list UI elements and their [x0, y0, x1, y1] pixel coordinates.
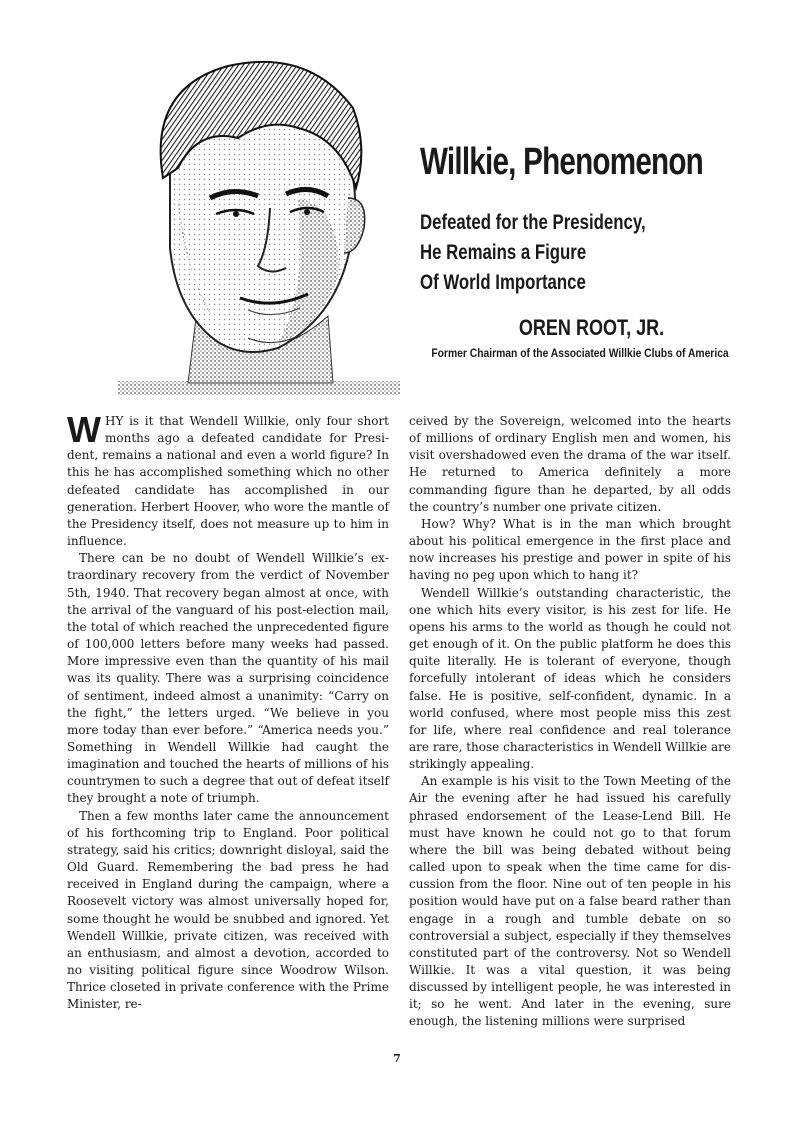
body-paragraph: An example is his visit to the Town Meeting of the Air the evening after he had issued his carefully phrased endorsement of the Lease-Lend Bill. He must have known he could not go to that forum where the bill was being debated without being called upon to speak when the time came for discussion from the floor. Nine out of ten people in his position would have put on a false beard rather than engage in a rough and tumble debate on so controversial a subject, especially if they themselves constituted part of the controversy. Not so Wendell Willkie. It was a vital question, it was being discussed by intelligent people, he was interested in it; so he went. And later in the evening, sure enough, the listening millions were surprised — [409, 774, 731, 1029]
paragraph-text: HY is it that Wendell Willkie, only four short months ago a defeated candidate for President, remains a national and even a world figure? In this he has accomplished something which no other defeated candidate has accomplished in our generation. Herbert Hoover, who wore the mantle of the Presidency itself, does not measure up to him in influence. — [67, 414, 389, 549]
subtitle-line: He Remains a Figure — [420, 241, 587, 264]
body-paragraph: There can be no doubt of Wendell Willkie’s extraordinary recovery from the verdict of November 5th, 1940. That recovery began almost at once, with the arrival of the vanguard of his post-election mail, the total of which reached the unprecedented figure of 100,000 letters before many weeks had passed. More impressive even than the quantity of his mail was its quality. There was a surprising coincidence of sentiment, indeed almost a unanimity: “Carry on the fight,” the letters urged. “We believe in you more today than ever before.” “America needs you.” Something in Wendell Willkie had caught the imagination and touched the hearts of millions of his countrymen to such a degree that out of defeat itself they brought a note of triumph. — [67, 551, 389, 806]
body-paragraph: ceived by the Sovereign, welcomed into the hearts of millions of ordinary English men and women, his visit overshadowed even the drama of the war itself. He returned to America definitely a more commanding figure than he departed, by all odds the country’s number one private citizen. — [409, 414, 731, 514]
body-paragraph: How? Why? What is in the man which brought about his political emergence in the first place and now increases his prestige and power in spite of his having no peg upon which to hang it? — [409, 516, 731, 583]
author-title: Former Chairman of the Associated Willkie Clubs of America — [431, 346, 729, 360]
body-column-left — [67, 409, 389, 1013]
subtitle-line: Of World Importance — [420, 271, 586, 294]
body-paragraph — [67, 409, 389, 550]
article-subtitle — [420, 208, 692, 298]
subtitle-line: Defeated for the Presidency, — [420, 211, 646, 234]
drop-cap: W — [67, 409, 101, 450]
author-name: OREN ROOT, JR. — [518, 315, 665, 340]
page-number: 7 — [393, 1052, 401, 1065]
body-paragraph: Then a few months later came the announcement of his forthcoming trip to England. Poor political strategy, said his critics; downright disloyal, said the Old Guard. Remembering the bad press he had received in England during the campaign, where a Roosevelt victory was almost universally hoped for, some thought he would be snubbed and ignored. Yet Wendell Willkie, private citizen, was received with an enthusiasm, and almost a devotion, accorded to no visiting political figure since Woodrow Wilson. Thrice closeted in private conference with the Prime Minister, re- — [67, 808, 389, 1012]
portrait-illustration — [118, 48, 400, 398]
body-paragraph: Wendell Willkie’s outstanding characteristic, the one which hits every visitor, is his zest for life. He opens his arms to the world as though he could not get enough of it. On the public platform he does this quite literally. He is tolerant of everyone, though forcefully intolerant of ideas which he considers false. He is positive, self-confident, dynamic. In a world confused, where most people miss this zest for life, where real confidence and real tolerance are rare, those characteristics in Wendell Willkie are strikingly appealing. — [409, 585, 731, 772]
article-title: Willkie, Phenomenon — [420, 141, 704, 183]
portrait-sketch-icon — [118, 48, 400, 398]
body-column-right — [409, 413, 731, 1031]
